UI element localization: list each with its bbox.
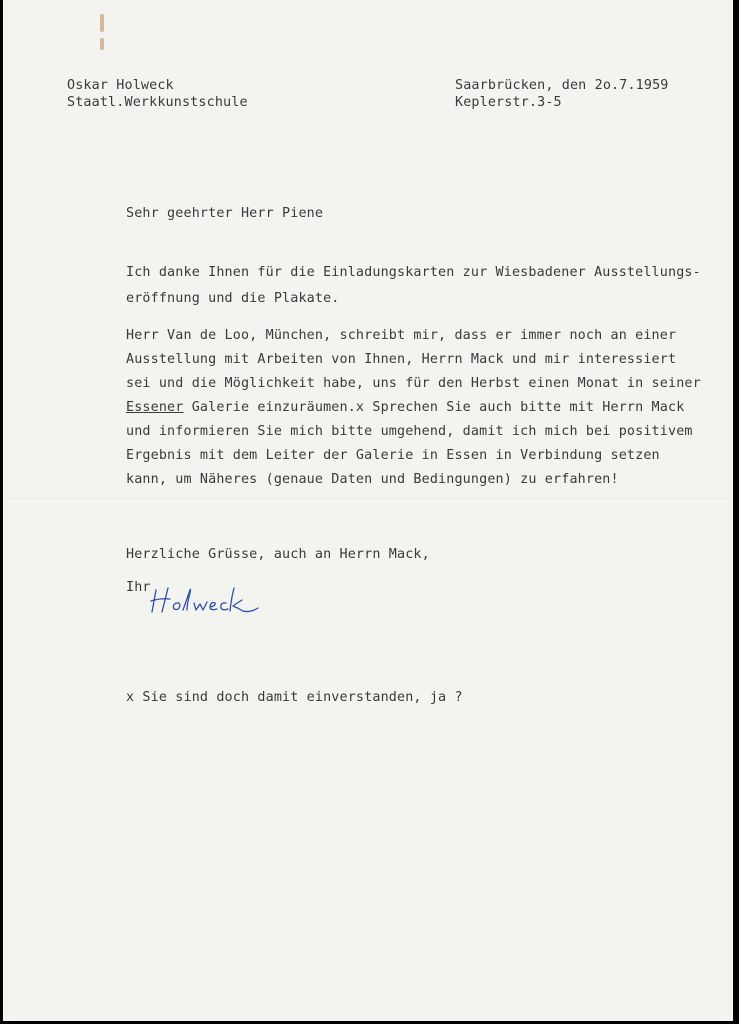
paragraph-line: und informieren Sie mich bitte umgehend, damit ich mich bei positivem: [126, 424, 693, 439]
paragraph-2: [126, 328, 701, 487]
sender-institution: Staatl.Werkkunstschule: [67, 95, 248, 110]
place-date: Saarbrücken, den 2o.7.1959: [455, 78, 669, 93]
sender-address: Keplerstr.3-5: [455, 95, 562, 110]
handwritten-signature: [150, 584, 270, 616]
salutation: Sehr geehrter Herr Piene: [126, 206, 324, 221]
paragraph-line: eröffnung und die Plakate.: [126, 291, 340, 306]
paragraph-1: [126, 265, 701, 325]
paragraph-line-rest: Galerie einzuräumen.x Sprechen Sie auch bitte mit Herrn Mack: [183, 400, 685, 415]
letter-page: [3, 0, 733, 1021]
closing: Herzliche Grüsse, auch an Herrn Mack,: [126, 547, 430, 562]
fold-line: [3, 498, 733, 499]
place-date-block: [455, 78, 669, 138]
paragraph-line: Herr Van de Loo, München, schreibt mir, dass er immer noch an einer: [126, 328, 677, 343]
paragraph-line: sei und die Möglichkeit habe, uns für den Herbst einen Monat in seiner: [126, 376, 701, 391]
paragraph-line: [126, 400, 684, 415]
closing-ihr: Ihr: [126, 580, 151, 595]
paragraph-line: Ergebnis mit dem Leiter der Galerie in Essen in Verbindung setzen: [126, 448, 660, 463]
underlined-word: Essener: [126, 400, 184, 415]
sender-name: Oskar Holweck: [67, 78, 174, 93]
paragraph-line: kann, um Näheres (genaue Daten und Bedingungen) zu erfahren!: [126, 472, 619, 487]
sender-block: [67, 78, 248, 138]
paragraph-line: Ich danke Ihnen für die Einladungskarten zur Wiesbadener Ausstellungs-: [126, 265, 701, 280]
punch-mark: [100, 38, 104, 50]
paragraph-line: Ausstellung mit Arbeiten von Ihnen, Herrn Mack und mir interessiert: [126, 352, 677, 367]
postscript: x Sie sind doch damit einverstanden, ja ?: [126, 690, 463, 705]
punch-mark: [100, 14, 104, 32]
